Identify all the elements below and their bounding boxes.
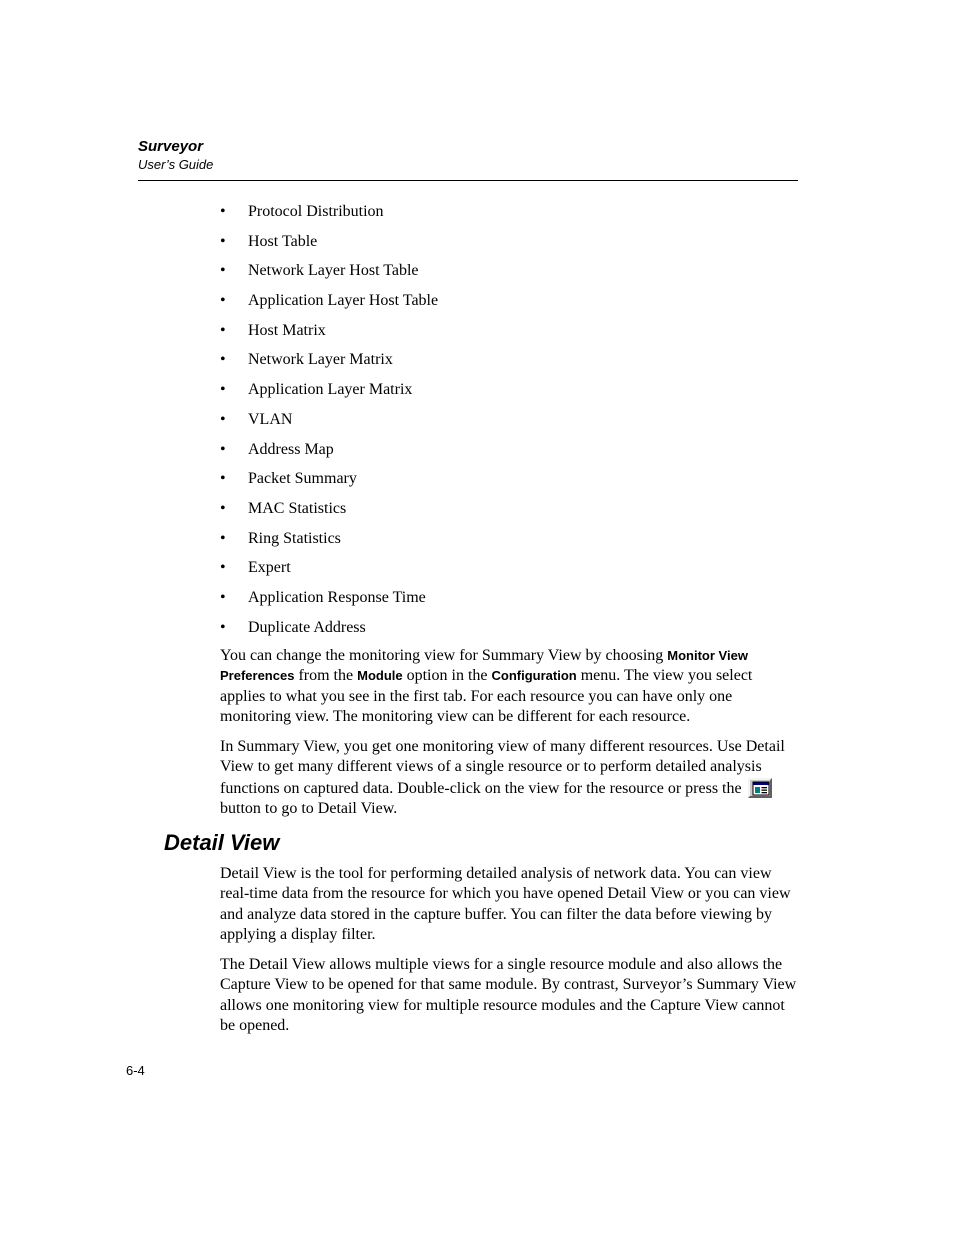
bullet-glyph: • — [220, 232, 226, 250]
list-item-text: Protocol Distribution — [248, 203, 384, 220]
list-item — [220, 439, 438, 469]
bullet-glyph: • — [220, 499, 226, 517]
list-item-text: Network Layer Host Table — [248, 262, 419, 280]
list-item — [220, 528, 438, 558]
text-run: button to go to Detail View. — [220, 799, 398, 817]
list-item-text: Host Table — [248, 232, 318, 250]
list-item-text: Address Map — [248, 440, 334, 458]
detail-view-icon — [748, 778, 772, 798]
text-run: You can change the monitoring view for Summary View by choosing — [220, 647, 668, 664]
list-item — [220, 290, 438, 320]
bullet-glyph: • — [220, 203, 226, 220]
page-number: 6-4 — [126, 1063, 145, 1078]
running-header-subtitle: User’s Guide — [138, 157, 214, 172]
list-item-text: VLAN — [248, 410, 293, 428]
list-item-text: Duplicate Address — [248, 618, 366, 636]
list-item-text: Ring Statistics — [248, 529, 341, 547]
text-run: menu. The view you select applies to what you see in the first tab. For each resource you can have only one monitoring view. The monitoring view can be different for each resource. — [220, 667, 753, 725]
menu-configuration: Configuration — [491, 668, 577, 684]
list-item — [220, 617, 438, 647]
list-item — [220, 320, 438, 350]
bullet-glyph: • — [220, 559, 226, 577]
bullet-glyph: • — [220, 292, 226, 310]
list-item — [220, 468, 438, 498]
detail-view-paragraph: Detail View is the tool for performing detailed analysis of network data. You can view real-time data from the resource for which you have opened Detail View or you can view and analyze data stored in the capture buffer. You can filter the data before viewing by applying a display filter. — [220, 865, 791, 943]
list-item — [220, 409, 438, 439]
list-item-text: Network Layer Matrix — [248, 351, 393, 369]
text-run: option in the — [402, 667, 492, 685]
bullet-glyph: • — [220, 351, 226, 369]
list-item-text: Application Layer Matrix — [248, 381, 413, 399]
detail-view-icon-glyph — [752, 781, 770, 796]
bullet-glyph: • — [220, 618, 226, 636]
section-heading: Detail View — [164, 830, 280, 855]
bullet-glyph: • — [220, 381, 226, 399]
list-item-text: Application Response Time — [248, 588, 426, 606]
list-item — [220, 201, 438, 231]
list-item — [220, 498, 438, 528]
text-run: In Summary View, you get one monitoring view of many different resources. Use Detail View to get many different views of a single resource or to perform detailed analysis functions on captured data. Double-click on the view for the resource or press the — [220, 738, 785, 797]
list-item-text: MAC Statistics — [248, 499, 347, 517]
list-item — [220, 231, 438, 261]
list-item — [220, 557, 438, 587]
list-item — [220, 349, 438, 379]
bullet-glyph: • — [220, 470, 226, 488]
list-item-text: Expert — [248, 559, 291, 577]
list-item — [220, 260, 438, 290]
running-header-title: Surveyor — [138, 138, 204, 155]
list-item-text: Packet Summary — [248, 470, 357, 488]
bullet-glyph: • — [220, 529, 226, 547]
summary-view-paragraph — [220, 737, 798, 819]
list-item — [220, 587, 438, 617]
bullet-glyph: • — [220, 262, 226, 280]
bullet-glyph: • — [220, 440, 226, 458]
bullet-glyph: • — [220, 321, 226, 339]
menu-item-monitor-view-preferences: Monitor View Preferences — [220, 648, 748, 684]
list-item — [220, 379, 438, 409]
header-rule — [138, 180, 798, 181]
monitoring-view-paragraph — [220, 646, 798, 727]
list-item-text: Application Layer Host Table — [248, 292, 439, 310]
menu-item-module: Module — [357, 668, 403, 684]
view-list — [220, 201, 438, 646]
bullet-glyph: • — [220, 410, 226, 428]
text-run: from the — [294, 667, 358, 685]
bullet-glyph: • — [220, 588, 226, 606]
multiple-views-paragraph: The Detail View allows multiple views for a single resource module and also allows the Capture View to be opened for that same module. By contrast, Surveyor’s Summary View allows one monitoring view for multiple resource modules and the Capture View cannot be opened. — [220, 956, 797, 1034]
list-item-text: Host Matrix — [248, 321, 326, 339]
